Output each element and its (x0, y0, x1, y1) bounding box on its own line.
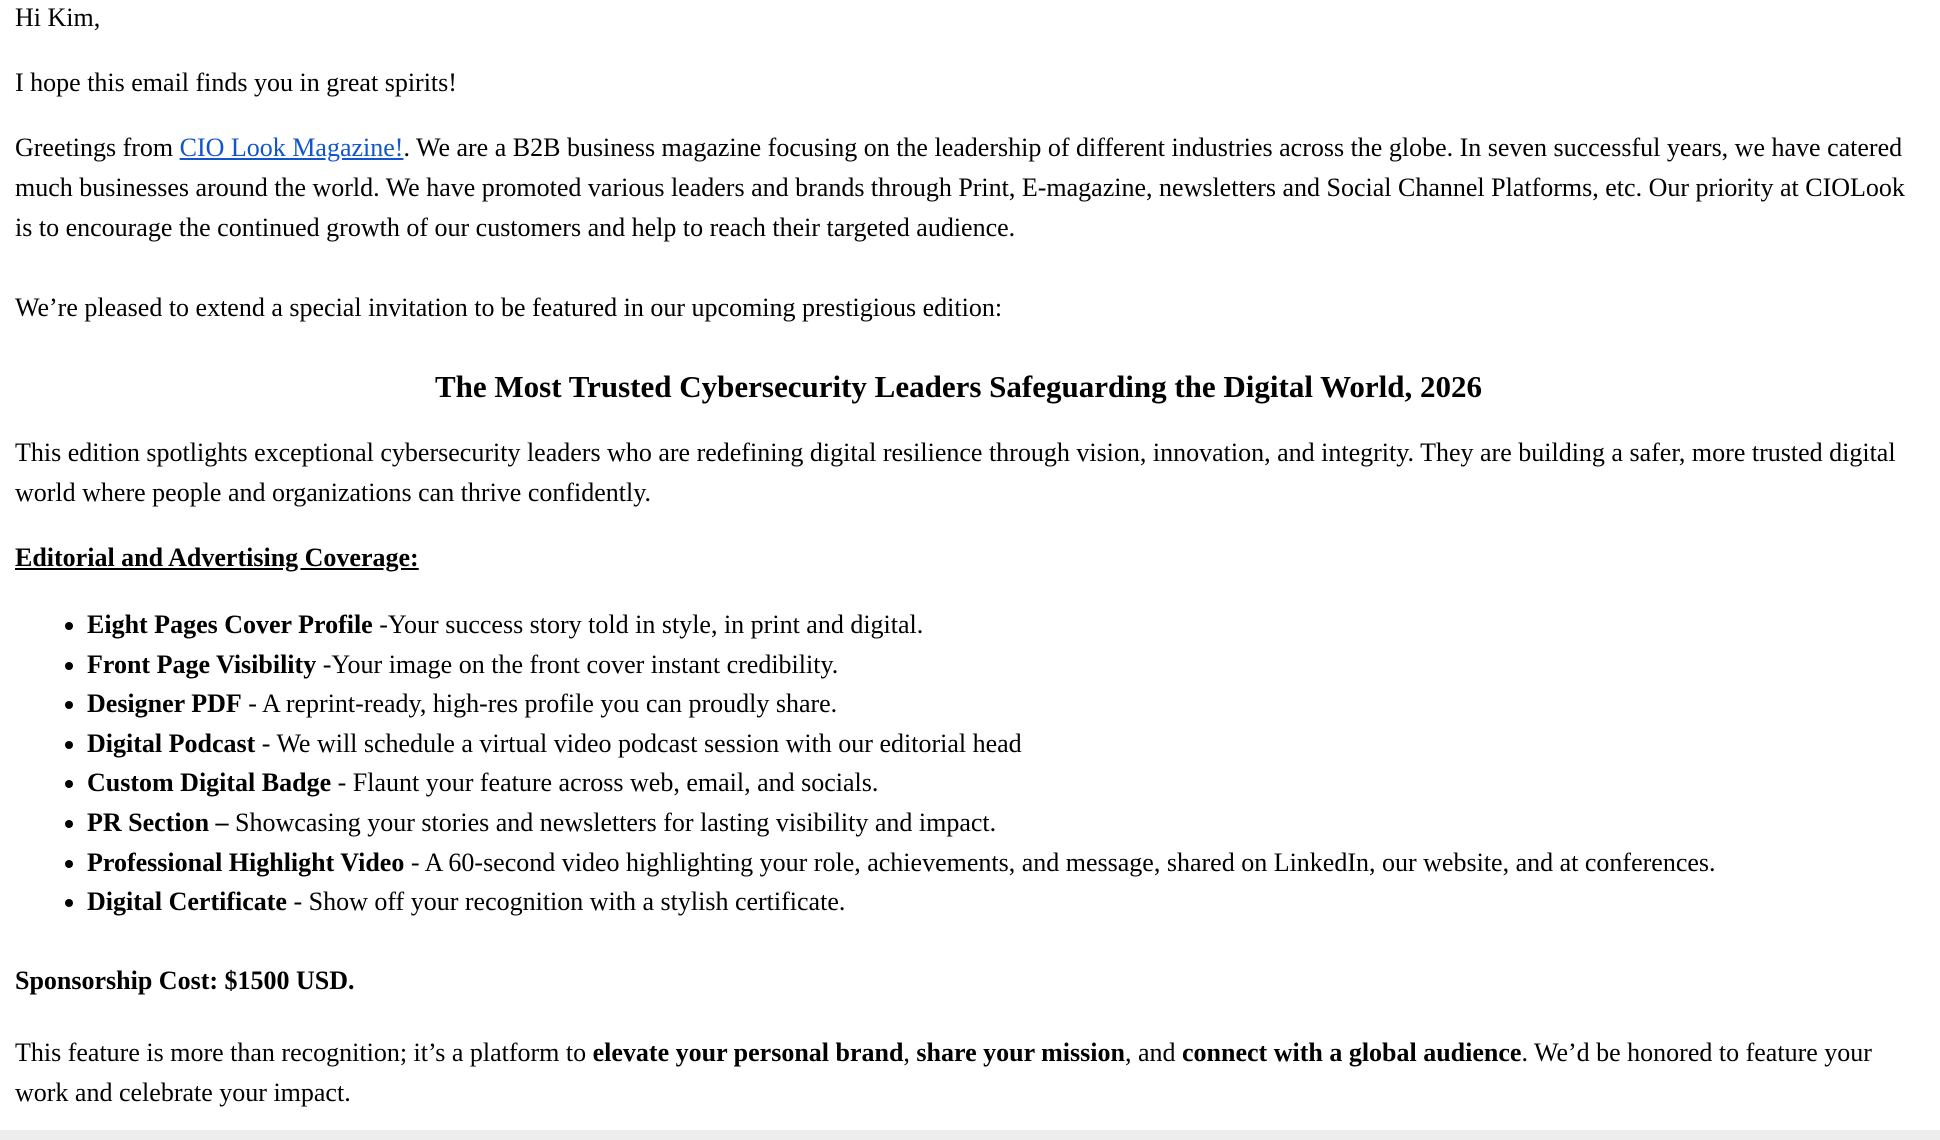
coverage-item-designer-pdf (87, 684, 1912, 724)
coverage-item-desc: Showcasing your stories and newsletters for lasting visibility and impact. (228, 807, 997, 837)
coverage-item-title: Custom Digital Badge (87, 768, 332, 798)
edition-title: The Most Trusted Cybersecurity Leaders Safeguarding the Digital World, 2026 (434, 369, 1483, 404)
closing-text-1: This feature is more than recognition; it’s a platform to (15, 1037, 593, 1067)
bottom-divider (0, 1130, 1940, 1140)
intro-text-after: . We are a B2B business magazine focusing on the leadership of different industries across the globe. In seven successful years, we have catered much businesses around the world. We have promoted various leaders and brands through Print, E-magazine, newsletters and Social Channel Platforms, etc. Our priority at CIOLook is to encourage the continued growth of our customers and help to reach their targeted audience. (15, 133, 1905, 242)
coverage-item-digital-badge (87, 763, 1912, 803)
intro-paragraph (15, 128, 1912, 248)
coverage-item-cover-profile (87, 605, 1912, 645)
coverage-item-title: Eight Pages Cover Profile (87, 610, 373, 639)
intro-text-before: Greetings from (15, 133, 180, 162)
coverage-item-desc: - Show off your recognition with a stylish certificate. (286, 887, 846, 917)
coverage-item-desc: - A 60-second video highlighting your role, achievements, and message, shared on LinkedIn, our website, and at conferences. (404, 847, 1716, 877)
cio-look-magazine-link[interactable]: CIO Look Magazine! (179, 133, 404, 162)
coverage-item-digital-podcast (87, 724, 1912, 764)
coverage-item-digital-certificate (87, 882, 1912, 922)
sponsorship-cost: Sponsorship Cost: $1500 USD. (15, 965, 355, 995)
closing-bold-mission: share your mission (916, 1037, 1125, 1067)
hope-line: I hope this email finds you in great spirits! (15, 68, 457, 97)
coverage-item-title: Front Page Visibility (87, 649, 317, 679)
coverage-item-desc: -Your image on the front cover instant credibility. (316, 649, 839, 679)
coverage-list (15, 605, 1912, 922)
coverage-item-pr-section (87, 803, 1912, 843)
greeting-line: Hi Kim, (15, 3, 101, 32)
closing-bold-audience: connect with a global audience (1182, 1037, 1522, 1067)
invitation-line: We’re pleased to extend a special invitation to be featured in our upcoming prestigious edition: (15, 293, 1003, 322)
coverage-item-title: Designer PDF (87, 689, 242, 719)
coverage-item-highlight-video (87, 843, 1912, 883)
coverage-item-desc: - Flaunt your feature across web, email, and socials. (331, 768, 879, 798)
coverage-item-desc: - We will schedule a virtual video podcast session with our editorial head (255, 728, 1022, 758)
closing-sep-2: , and (1124, 1037, 1182, 1067)
closing-sep-1: , (903, 1037, 917, 1067)
coverage-heading: Editorial and Advertising Coverage: (15, 543, 419, 572)
coverage-item-title: Digital Podcast (87, 728, 256, 758)
edition-spotlight-paragraph: This edition spotlights exceptional cybersecurity leaders who are redefining digital resilience through vision, innovation, and integrity. They are building a safer, more trusted digital world where people and organizations can thrive confidently. (15, 438, 1896, 507)
coverage-item-desc: - A reprint-ready, high-res profile you can proudly share. (241, 689, 838, 719)
coverage-item-front-page (87, 645, 1912, 685)
coverage-item-desc: -Your success story told in style, in print and digital. (372, 610, 924, 639)
closing-text-2: . We’d be honored to feature your work and celebrate your impact. (15, 1037, 1872, 1107)
coverage-item-title: Professional Highlight Video (87, 847, 405, 877)
closing-paragraph (15, 1033, 1912, 1113)
closing-bold-brand: elevate your personal brand (592, 1037, 904, 1067)
coverage-item-title: PR Section – (87, 807, 229, 837)
coverage-item-title: Digital Certificate (87, 887, 287, 917)
